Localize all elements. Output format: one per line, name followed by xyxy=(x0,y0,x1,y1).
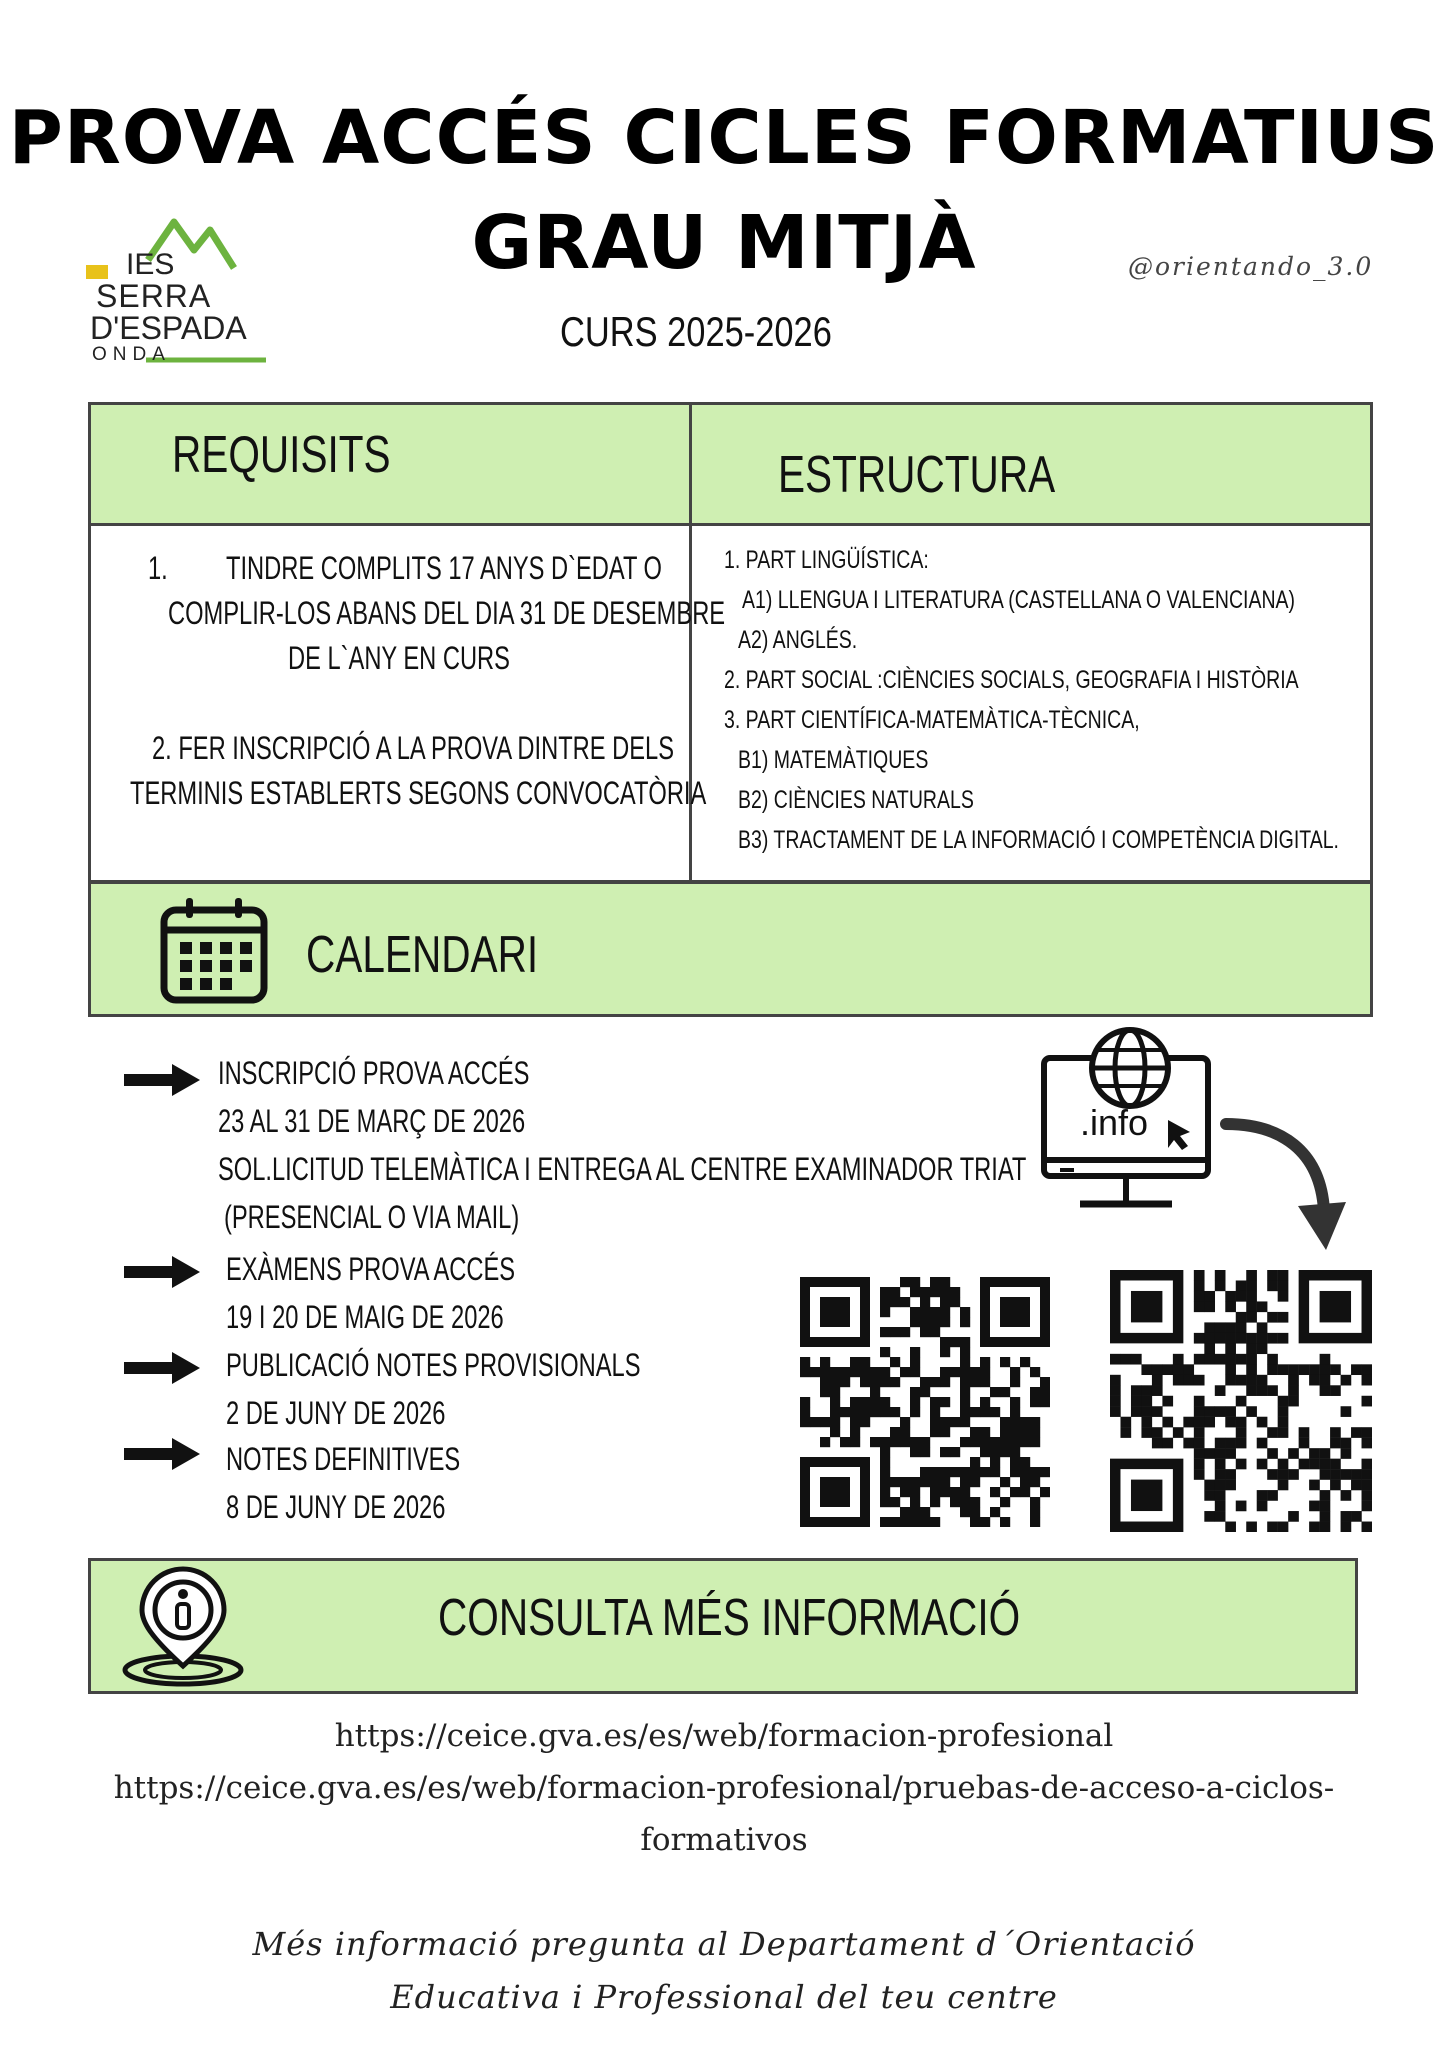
calendar-icon xyxy=(158,894,270,1006)
curved-arrow-icon xyxy=(1220,1110,1350,1260)
calendari-header xyxy=(88,881,1373,1017)
main-title-line2: GRAU MITJÀ xyxy=(471,200,977,286)
examens-title: EXÀMENS PROVA ACCÉS xyxy=(226,1251,516,1287)
estructura-line: 1. PART LINGÜÍSTICA: xyxy=(724,546,929,574)
requisit-1-line1: TINDRE COMPLITS 17 ANYS D`EDAT O xyxy=(226,550,662,586)
logo-ies: IES xyxy=(126,248,175,281)
logo-espada: D'ESPADA xyxy=(90,310,247,346)
link-pruebas-acceso-line1[interactable]: https://ceice.gva.es/es/web/formacion-profesional/pruebas-de-acceso-a-ciclos- xyxy=(113,1770,1335,1806)
arrow-right-icon xyxy=(122,1062,202,1098)
requisits-heading: REQUISITS xyxy=(172,426,391,484)
inscripcio-title: INSCRIPCIÓ PROVA ACCÉS xyxy=(218,1055,530,1091)
logo-onda: ONDA xyxy=(92,344,171,365)
requisit-2-line1: 2. FER INSCRIPCIÓ A LA PROVA DINTRE DELS xyxy=(152,730,674,766)
estructura-line: B2) CIÈNCIES NATURALS xyxy=(738,786,974,814)
estructura-line: B1) MATEMÀTIQUES xyxy=(738,746,929,774)
estructura-line: A2) ANGLÉS. xyxy=(738,626,858,654)
footer-line2: Educativa i Professional del teu centre xyxy=(390,1978,1058,2016)
provisionals-title: PUBLICACIÓ NOTES PROVISIONALS xyxy=(226,1347,641,1383)
estructura-line: B3) TRACTAMENT DE LA INFORMACIÓ I COMPETÈNCIA DIGITAL. xyxy=(738,826,1339,854)
provisionals-date: 2 DE JUNY DE 2026 xyxy=(226,1395,446,1431)
requisit-1-number: 1. xyxy=(148,550,168,586)
examens-date: 19 I 20 DE MAIG DE 2026 xyxy=(226,1299,504,1335)
requisit-1-line2: COMPLIR-LOS ABANS DEL DIA 31 DE DESEMBRE xyxy=(168,595,726,631)
course-year: CURS 2025-2026 xyxy=(560,308,832,355)
arrow-right-icon xyxy=(122,1350,202,1386)
estructura-line: 2. PART SOCIAL :CIÈNCIES SOCIALS, GEOGRAFIA I HISTÒRIA xyxy=(724,666,1299,694)
arrow-right-icon xyxy=(122,1254,202,1290)
info-label: .info xyxy=(1080,1102,1149,1143)
author-handle: @orientando_3.0 xyxy=(1128,252,1374,281)
requisit-2-line2: TERMINIS ESTABLERTS SEGONS CONVOCATÒRIA xyxy=(130,775,707,811)
inscripcio-date: 23 AL 31 DE MARÇ DE 2026 xyxy=(218,1103,526,1139)
inscripcio-detail2: (PRESENCIAL O VIA MAIL) xyxy=(224,1199,520,1235)
estructura-line: A1) LLENGUA I LITERATURA (CASTELLANA O VALENCIANA) xyxy=(742,586,1296,614)
estructura-line: 3. PART CIENTÍFICA-MATEMÀTICA-TÈCNICA, xyxy=(724,706,1140,734)
info-location-icon xyxy=(120,1566,246,1690)
footer-line1: Més informació pregunta al Departament d´Orientació xyxy=(252,1925,1196,1963)
school-logo xyxy=(86,210,276,370)
definitives-date: 8 DE JUNY DE 2026 xyxy=(226,1489,446,1525)
qr-code-1[interactable] xyxy=(800,1277,1050,1527)
calendari-heading: CALENDARI xyxy=(306,926,539,984)
link-pruebas-acceso-line2[interactable]: formativos xyxy=(640,1822,808,1858)
definitives-title: NOTES DEFINITIVES xyxy=(226,1441,461,1477)
requisit-1-line3: DE L`ANY EN CURS xyxy=(288,640,510,676)
qr-code-2[interactable] xyxy=(1110,1270,1372,1532)
logo-serra: SERRA xyxy=(96,278,212,314)
estructura-heading: ESTRUCTURA xyxy=(778,446,1056,504)
link-formacion-profesional[interactable]: https://ceice.gva.es/es/web/formacion-profesional xyxy=(334,1718,1114,1754)
inscripcio-detail1: SOL.LICITUD TELEMÀTICA I ENTREGA AL CENTRE EXAMINADOR TRIAT xyxy=(218,1151,1027,1187)
consulta-heading: CONSULTA MÉS INFORMACIÓ xyxy=(438,1589,1021,1647)
main-title-line1: PROVA ACCÉS CICLES FORMATIUS xyxy=(8,95,1440,181)
arrow-right-icon xyxy=(122,1436,202,1472)
